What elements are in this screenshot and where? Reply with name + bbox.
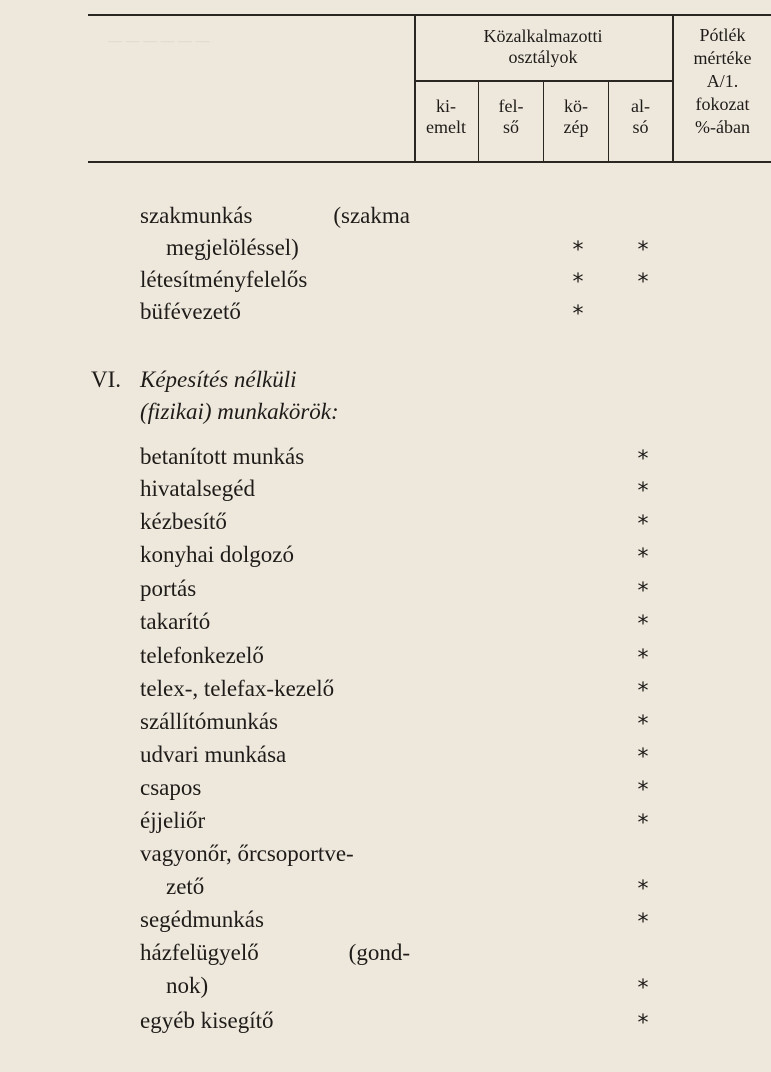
list-item: segédmunkás [140,907,264,932]
list-item: telex-, telefax-kezelő [140,676,335,701]
bleed-through-text: — — — — — — [108,34,210,49]
top-rule [88,14,771,16]
row-label: szakmunkás [140,203,253,228]
list-item: éjjeliőr [140,808,206,833]
row-label: házfelügyelő [140,940,259,965]
col-kiemelt-line1: ki- [436,96,456,116]
row-szakmunkas [140,201,410,231]
col-felso-line1: fel- [498,96,524,116]
mark-also: * [637,1011,649,1036]
mark-also: * [637,877,649,902]
group-title-line2: osztályok [508,47,578,67]
group-title-line1: Közalkalmazotti [483,26,603,46]
row-label-suffix: (szakma [333,203,410,228]
mark-kozep: * [572,302,584,327]
col-felso [479,96,543,138]
row-label-suffix: (gond- [348,940,410,965]
row-bufevezeto: büfévezető [140,299,241,324]
mark-also: * [637,238,649,263]
col-felso-line2: ső [502,117,519,137]
list-item: kézbesítő [140,509,227,534]
mark-also: * [637,479,649,504]
mark-also: * [637,712,649,737]
list-item: csapos [140,775,202,800]
list-item: hivatalsegéd [140,476,255,501]
table-header [88,14,771,164]
col-also-line1: al- [631,96,650,116]
mark-also: * [637,679,649,704]
col-kozep [544,96,608,138]
list-item: konyhai dolgozó [140,542,294,567]
list-item: vagyonőr, őrcsoportve- [140,841,354,866]
section-title-line1: Képesítés nélküli [140,367,297,392]
mark-also: * [637,811,649,836]
mark-also: * [637,270,649,295]
list-item: portás [140,576,197,601]
col-potlek-line2: mértéke [693,48,752,68]
list-item [140,938,410,968]
mark-also: * [637,646,649,671]
list-item-cont: zető [166,874,205,899]
row-szakmunkas-cont: megjelöléssel) [166,235,299,260]
list-item: telefonkezelő [140,643,264,668]
mark-also: * [637,447,649,472]
list-item: takarító [140,609,211,634]
mark-also: * [637,910,649,935]
mark-also: * [637,545,649,570]
col-kiemelt [414,96,478,138]
mark-also: * [637,512,649,537]
list-item-cont: nok) [166,973,209,998]
bottom-rule [88,161,771,163]
section-title-line2: (fizikai) munkakörök: [140,399,339,424]
col-potlek-line4: fokozat [695,94,750,114]
col-kozep-line1: kö- [564,96,588,116]
mark-also: * [637,976,649,1001]
row-letesitmenyfelelos: létesítményfelelős [140,267,308,292]
mark-kozep: * [572,270,584,295]
col-potlek-line5: %-ában [695,117,750,137]
col-potlek-line1: Pótlék [699,25,746,45]
mark-also: * [637,579,649,604]
list-item: betanított munkás [140,444,305,469]
mark-kozep: * [572,238,584,263]
col-potlek-line3: A/1. [706,71,739,91]
list-item: egyéb kisegítő [140,1008,274,1033]
section-number: VI. [91,367,122,392]
mark-also: * [637,612,649,637]
list-item: udvari munkása [140,742,287,767]
group-title [414,26,672,68]
col-potlek [674,24,771,139]
col-also [609,96,672,138]
list-item: szállítómunkás [140,709,278,734]
col-kozep-line2: zép [563,117,589,137]
mark-also: * [637,745,649,770]
col-kiemelt-line2: emelt [426,117,466,137]
col-also-line2: só [632,117,649,137]
mark-also: * [637,778,649,803]
